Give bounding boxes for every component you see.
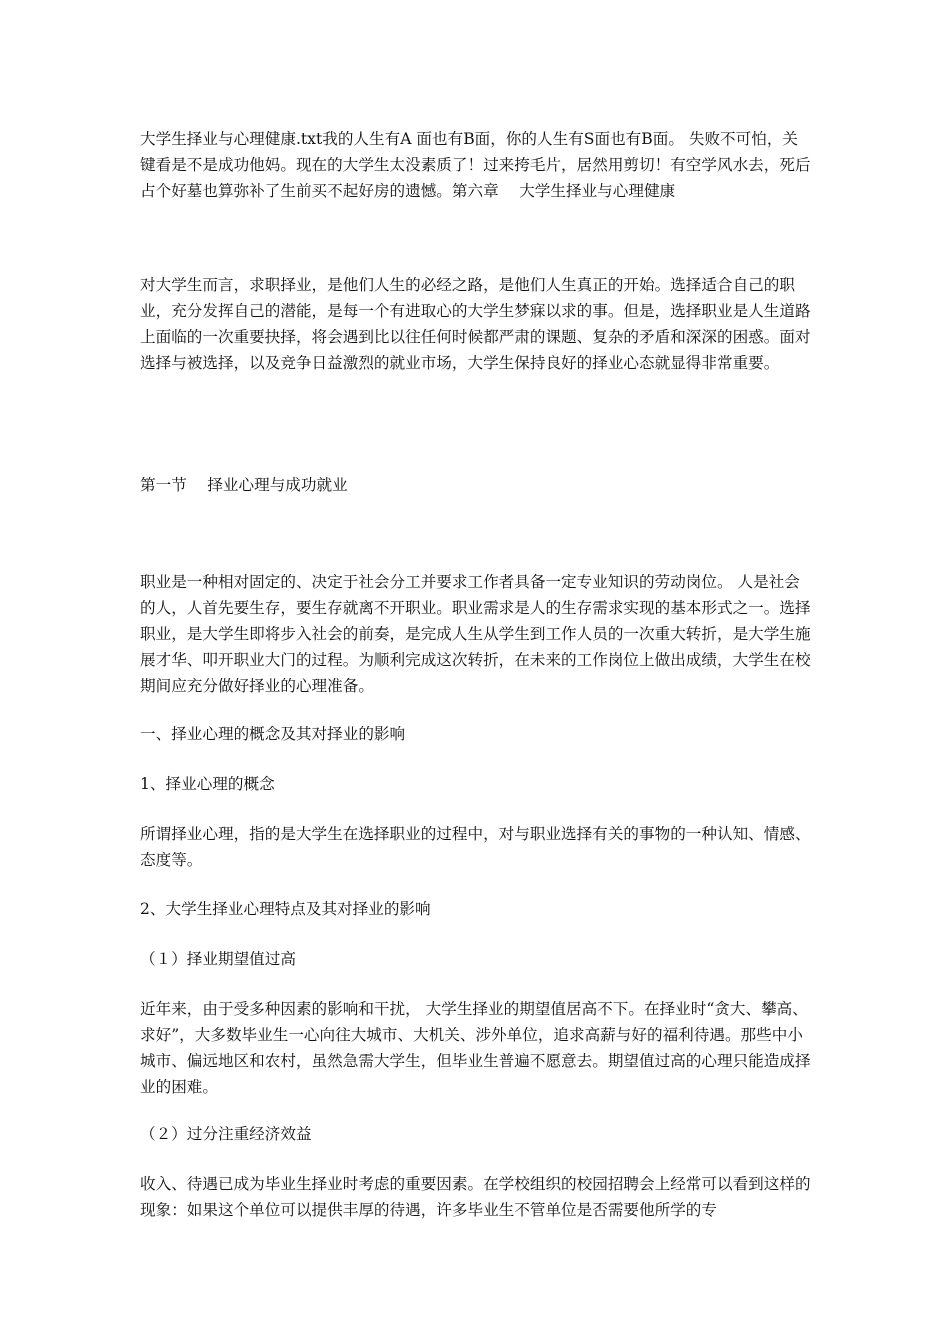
body-paragraph: 对大学生而言，求职择业，是他们人生的必经之路，是他们人生真正的开始。选择适合自己的职业，充分发挥自己的潜能，是每一个有进取心的大学生梦寐以求的事。但是，选择职业是人生道路上面临的一次重要抉择，将会遇到比以往任何时候都严肃的课题、复杂的矛盾和深深的困惑。面对选择与被选择，以及竞争日益激烈的就业市场，大学生保持良好的择业心态就显得非常重要。: [140, 276, 811, 372]
body-paragraph: 收入、待遇已成为毕业生择业时考虑的重要因素。在学校组织的校园招聘会上经常可以看到这样的现象：如果这个单位可以提供丰厚的待遇，许多毕业生不管单位是否需要他所学的专: [140, 1175, 811, 1219]
section-heading: 第一节 择业心理与成功就业: [140, 476, 348, 494]
body-paragraph: 所谓择业心理，指的是大学生在选择职业的过程中，对与职业选择有关的事物的一种认知、情感、态度等。: [140, 825, 811, 869]
subsection-heading: （２）过分注重经济效益: [140, 1125, 312, 1143]
subsection-heading: 一、择业心理的概念及其对择业的影响: [140, 725, 406, 743]
subsection-heading: （１）择业期望值过高: [140, 950, 296, 968]
body-paragraph: 职业是一种相对固定的、决定于社会分工并要求工作者具备一定专业知识的劳动岗位。 人是社会的人，人首先要生存，要生存就离不开职业。职业需求是人的生存需求实现的基本形式之一。选择职业，是大学生即将步入社会的前奏，是完成人生从学生到工作人员的一次重大转折，是大学生施展才华、叩开职业大门的过程。为顺利完成这次转折，在未来的工作岗位上做出成绩，大学生在校期间应充分做好择业的心理准备。: [140, 573, 811, 695]
subsection-heading: 1、择业心理的概念: [140, 775, 275, 793]
subsection-heading: 2、大学生择业心理特点及其对择业的影响: [140, 900, 431, 918]
body-paragraph: 近年来，由于受多种因素的影响和干扰， 大学生择业的期望值居高不下。在择业时“贪大、攀高、求好”，大多数毕业生一心向往大城市、大机关、涉外单位，追求高薪与好的福利待遇。那些中小城市、偏远地区和农村，虽然急需大学生，但毕业生普遍不愿意去。期望值过高的心理只能造成择业的困难。: [140, 1000, 811, 1096]
intro-paragraph: 大学生择业与心理健康.txt我的人生有A 面也有B面，你的人生有S面也有B面。 失败不可怕，关键看是不是成功他妈。现在的大学生太没素质了！过来挎毛片，居然用剪切！有空学风水去，死后占个好墓也算弥补了生前买不起好房的遗憾。第六章 大学生择业与心理健康: [140, 130, 811, 200]
